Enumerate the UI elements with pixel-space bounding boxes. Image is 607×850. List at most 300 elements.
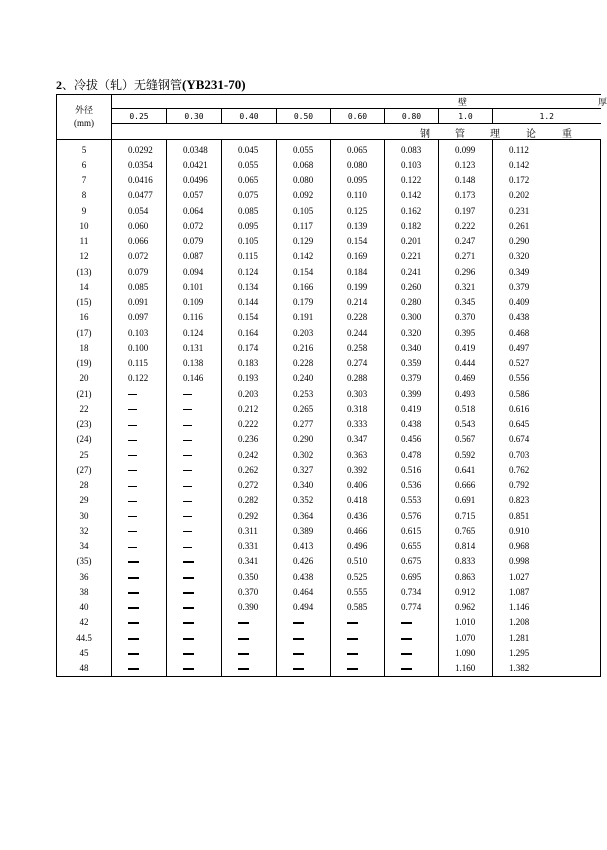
- dash-mark: [347, 622, 358, 624]
- weight-cell: 0.418: [331, 493, 385, 508]
- weight-cell: 0.350: [222, 569, 277, 584]
- dash-mark: [128, 516, 137, 517]
- weight-cell: 0.216: [277, 340, 331, 355]
- weight-cell: 0.099: [439, 140, 493, 158]
- weight-cell: 1.010: [439, 615, 493, 630]
- weight-cell: 0.851: [493, 508, 601, 523]
- weight-cell: 0.311: [222, 523, 277, 538]
- table-row: [57, 554, 601, 569]
- weight-cell: 0.083: [385, 140, 439, 158]
- table-row: [57, 140, 601, 158]
- weight-cell: 0.228: [331, 310, 385, 325]
- weight-cell: 0.340: [277, 478, 331, 493]
- weight-cell: 0.320: [493, 249, 601, 264]
- weight-cell: 0.072: [112, 249, 167, 264]
- weight-cell: 0.193: [222, 371, 277, 386]
- weight-cell: 0.129: [277, 234, 331, 249]
- od-cell: 28: [57, 478, 112, 493]
- table-row: [57, 401, 601, 416]
- weight-cell: 0.363: [331, 447, 385, 462]
- weight-cell: 0.592: [439, 447, 493, 462]
- weight-cell: 0.277: [277, 417, 331, 432]
- weight-cell: 0.497: [493, 340, 601, 355]
- weight-cell: 0.253: [277, 386, 331, 401]
- na-dash-cell: [277, 630, 331, 645]
- wall-thickness-header: [112, 95, 607, 109]
- table-header: [57, 95, 607, 140]
- weight-cell: 0.174: [222, 340, 277, 355]
- na-dash-cell: [222, 615, 277, 630]
- od-cell: 38: [57, 584, 112, 599]
- dash-mark: [183, 561, 194, 563]
- weight-cell: 0.518: [439, 401, 493, 416]
- weight-cell: 0.333: [331, 417, 385, 432]
- weight-cell: 0.154: [331, 234, 385, 249]
- na-dash-cell: [167, 584, 222, 599]
- od-cell: (23): [57, 417, 112, 432]
- od-cell: 45: [57, 645, 112, 660]
- weight-cell: 0.080: [277, 173, 331, 188]
- table-body: [57, 140, 601, 677]
- thickness-header-cell: 0.60: [331, 109, 385, 124]
- weight-cell: 0.142: [277, 249, 331, 264]
- weight-cell: 1.295: [493, 645, 601, 660]
- na-dash-cell: [112, 447, 167, 462]
- weight-cell: 0.065: [331, 140, 385, 158]
- dash-mark: [128, 592, 139, 594]
- weight-cell: 0.260: [385, 279, 439, 294]
- na-dash-cell: [112, 584, 167, 599]
- od-cell: 42: [57, 615, 112, 630]
- table-row: [57, 478, 601, 493]
- na-dash-cell: [222, 661, 277, 677]
- weight-cell: 0.231: [493, 203, 601, 218]
- weight-cell: 0.095: [331, 173, 385, 188]
- table-row: [57, 340, 601, 355]
- dash-mark: [401, 638, 412, 640]
- weight-cell: 0.146: [167, 371, 222, 386]
- dash-mark: [128, 547, 137, 548]
- na-dash-cell: [112, 462, 167, 477]
- weight-cell: 0.240: [277, 371, 331, 386]
- na-dash-cell: [112, 493, 167, 508]
- od-cell: 16: [57, 310, 112, 325]
- od-cell: 18: [57, 340, 112, 355]
- table-row: [57, 645, 601, 660]
- weight-cell: 0.496: [331, 539, 385, 554]
- weight-cell: 1.160: [439, 661, 493, 677]
- na-dash-cell: [112, 432, 167, 447]
- weight-cell: 0.510: [331, 554, 385, 569]
- weight-cell: 0.116: [167, 310, 222, 325]
- weight-cell: 0.272: [222, 478, 277, 493]
- weight-cell: 0.409: [493, 295, 601, 310]
- od-cell: (21): [57, 386, 112, 401]
- weight-cell: 0.345: [439, 295, 493, 310]
- od-cell: 34: [57, 539, 112, 554]
- weight-cell: 0.169: [331, 249, 385, 264]
- weight-cell: 0.553: [385, 493, 439, 508]
- weight-cell: 0.103: [112, 325, 167, 340]
- weight-cell: 0.241: [385, 264, 439, 279]
- weight-cell: 0.525: [331, 569, 385, 584]
- dash-mark: [293, 668, 304, 670]
- weight-cell: 0.318: [331, 401, 385, 416]
- dash-mark: [347, 653, 358, 655]
- weight-cell: 0.065: [222, 173, 277, 188]
- weight-cell: 0.389: [277, 523, 331, 538]
- od-cell: (19): [57, 356, 112, 371]
- thickness-header-cell: 0.50: [277, 109, 331, 124]
- weight-cell: 0.092: [277, 188, 331, 203]
- table-row: [57, 523, 601, 538]
- weight-cell: 0.222: [222, 417, 277, 432]
- dash-mark: [293, 653, 304, 655]
- weight-label-char: 理: [490, 129, 500, 140]
- weight-cell: 0.536: [385, 478, 439, 493]
- na-dash-cell: [277, 645, 331, 660]
- na-dash-cell: [167, 401, 222, 416]
- na-dash-cell: [167, 508, 222, 523]
- weight-cell: 0.236: [222, 432, 277, 447]
- weight-cell: 0.222: [439, 218, 493, 233]
- table-row: [57, 539, 601, 554]
- weight-cell: 0.0496: [167, 173, 222, 188]
- table-row: [57, 417, 601, 432]
- na-dash-cell: [222, 630, 277, 645]
- table-row: [57, 371, 601, 386]
- na-dash-cell: [112, 539, 167, 554]
- od-cell: 14: [57, 279, 112, 294]
- na-dash-cell: [167, 554, 222, 569]
- weight-cell: 0.320: [385, 325, 439, 340]
- weight-cell: 0.675: [385, 554, 439, 569]
- na-dash-cell: [167, 569, 222, 584]
- weight-cell: 0.164: [222, 325, 277, 340]
- weight-cell: 0.863: [439, 569, 493, 584]
- weight-cell: 0.352: [277, 493, 331, 508]
- weight-cell: 0.645: [493, 417, 601, 432]
- weight-cell: 0.468: [493, 325, 601, 340]
- weight-cell: 0.576: [385, 508, 439, 523]
- weight-cell: 0.057: [167, 188, 222, 203]
- table-row: [57, 188, 601, 203]
- dash-mark: [183, 592, 194, 594]
- table-row: [57, 386, 601, 401]
- weight-cell: 0.292: [222, 508, 277, 523]
- weight-cell: 0.392: [331, 462, 385, 477]
- weight-cell: 0.139: [331, 218, 385, 233]
- dash-mark: [238, 653, 249, 655]
- weight-cell: 0.271: [439, 249, 493, 264]
- weight-cell: 0.302: [277, 447, 331, 462]
- weight-cell: 0.912: [439, 584, 493, 599]
- weight-cell: 0.109: [167, 295, 222, 310]
- na-dash-cell: [112, 401, 167, 416]
- weight-cell: 0.359: [385, 356, 439, 371]
- weight-cell: 0.765: [439, 523, 493, 538]
- weight-cell: 0.101: [167, 279, 222, 294]
- dash-mark: [128, 668, 139, 670]
- page-title: [56, 76, 246, 93]
- weight-cell: 0.244: [331, 325, 385, 340]
- weight-cell: 0.124: [222, 264, 277, 279]
- dash-mark: [128, 531, 137, 532]
- weight-cell: 0.203: [222, 386, 277, 401]
- na-dash-cell: [167, 447, 222, 462]
- weight-cell: 0.085: [222, 203, 277, 218]
- weight-cell: 0.288: [331, 371, 385, 386]
- weight-cell: 0.072: [167, 218, 222, 233]
- weight-cell: 0.762: [493, 462, 601, 477]
- weight-cell: 0.703: [493, 447, 601, 462]
- dash-mark: [128, 425, 137, 426]
- weight-cell: 0.115: [112, 356, 167, 371]
- weight-cell: 0.117: [277, 218, 331, 233]
- dash-mark: [128, 440, 137, 441]
- weight-cell: 0.079: [112, 264, 167, 279]
- weight-cell: 0.079: [167, 234, 222, 249]
- weight-cell: 0.166: [277, 279, 331, 294]
- table-row: [57, 569, 601, 584]
- od-cell: (17): [57, 325, 112, 340]
- weight-cell: 0.066: [112, 234, 167, 249]
- na-dash-cell: [277, 661, 331, 677]
- weight-label-char: 管: [455, 129, 465, 140]
- weight-cell: 0.0421: [167, 157, 222, 172]
- weight-cell: 0.228: [277, 356, 331, 371]
- weight-cell: 0.406: [331, 478, 385, 493]
- dash-mark: [347, 668, 358, 670]
- dash-mark: [128, 653, 139, 655]
- table-row: [57, 600, 601, 615]
- weight-cell: 0.321: [439, 279, 493, 294]
- weight-cell: 0.349: [493, 264, 601, 279]
- table-row: [57, 615, 601, 630]
- weight-cell: 0.823: [493, 493, 601, 508]
- weight-cell: 0.436: [331, 508, 385, 523]
- dash-mark: [128, 455, 137, 456]
- weight-cell: 0.370: [439, 310, 493, 325]
- weight-cell: 0.641: [439, 462, 493, 477]
- na-dash-cell: [385, 645, 439, 660]
- dash-mark: [183, 516, 192, 517]
- dash-mark: [128, 409, 137, 410]
- weight-cell: 0.162: [385, 203, 439, 218]
- od-cell: (13): [57, 264, 112, 279]
- weight-cell: 1.087: [493, 584, 601, 599]
- thickness-header-cell: 0.40: [222, 109, 277, 124]
- weight-cell: 0.655: [385, 539, 439, 554]
- thickness-header-cell: 0.30: [167, 109, 222, 124]
- weight-cell: 1.382: [493, 661, 601, 677]
- table-row: [57, 661, 601, 677]
- weight-cell: 0.131: [167, 340, 222, 355]
- weight-cell: 0.341: [222, 554, 277, 569]
- dash-mark: [183, 531, 192, 532]
- weight-cell: 0.201: [385, 234, 439, 249]
- od-cell: (24): [57, 432, 112, 447]
- dash-mark: [128, 470, 137, 471]
- dash-mark: [183, 425, 192, 426]
- na-dash-cell: [331, 630, 385, 645]
- weight-cell: 0.123: [439, 157, 493, 172]
- od-cell: 25: [57, 447, 112, 462]
- weight-cell: 0.203: [277, 325, 331, 340]
- weight-cell: 0.0354: [112, 157, 167, 172]
- dash-mark: [183, 547, 192, 548]
- weight-cell: 0.998: [493, 554, 601, 569]
- na-dash-cell: [277, 615, 331, 630]
- weight-cell: 0.274: [331, 356, 385, 371]
- od-cell: 9: [57, 203, 112, 218]
- table-row: [57, 173, 601, 188]
- na-dash-cell: [167, 539, 222, 554]
- weight-cell: 0.364: [277, 508, 331, 523]
- table-row: [57, 584, 601, 599]
- weight-cell: 0.055: [222, 157, 277, 172]
- weight-cell: 0.182: [385, 218, 439, 233]
- weight-cell: 0.390: [222, 600, 277, 615]
- dash-mark: [183, 638, 194, 640]
- weight-cell: 0.464: [277, 584, 331, 599]
- weight-cell: 0.426: [277, 554, 331, 569]
- weight-cell: 0.379: [385, 371, 439, 386]
- od-cell: 22: [57, 401, 112, 416]
- weight-cell: 0.413: [277, 539, 331, 554]
- weight-cell: 0.616: [493, 401, 601, 416]
- weight-cell: 0.154: [222, 310, 277, 325]
- na-dash-cell: [167, 386, 222, 401]
- dash-mark: [238, 668, 249, 670]
- dash-mark: [293, 638, 304, 640]
- weight-cell: 0.085: [112, 279, 167, 294]
- weight-cell: 0.0477: [112, 188, 167, 203]
- weight-cell: 0.095: [222, 218, 277, 233]
- weight-cell: 0.303: [331, 386, 385, 401]
- weight-cell: 0.567: [439, 432, 493, 447]
- weight-cell: 0.347: [331, 432, 385, 447]
- na-dash-cell: [167, 462, 222, 477]
- dash-mark: [293, 622, 304, 624]
- weight-cell: 0.184: [331, 264, 385, 279]
- na-dash-cell: [112, 386, 167, 401]
- title-separator: 、: [62, 78, 75, 92]
- weight-cell: 0.0348: [167, 140, 222, 158]
- weight-cell: 0.197: [439, 203, 493, 218]
- weight-cell: 0.282: [222, 493, 277, 508]
- na-dash-cell: [112, 645, 167, 660]
- na-dash-cell: [385, 615, 439, 630]
- dash-mark: [183, 394, 192, 395]
- na-dash-cell: [167, 661, 222, 677]
- od-cell: 48: [57, 661, 112, 677]
- weight-cell: 1.146: [493, 600, 601, 615]
- od-cell: 29: [57, 493, 112, 508]
- weight-cell: 0.199: [331, 279, 385, 294]
- weight-cell: 0.060: [112, 218, 167, 233]
- weight-cell: 0.615: [385, 523, 439, 538]
- weight-label-char: 重: [562, 129, 572, 140]
- table-row: [57, 325, 601, 340]
- weight-cell: 0.340: [385, 340, 439, 355]
- weight-cell: 0.142: [493, 157, 601, 172]
- od-label: 外径: [74, 105, 93, 115]
- od-unit: (mm): [74, 118, 94, 128]
- weight-cell: 0.265: [277, 401, 331, 416]
- weight-cell: 0.543: [439, 417, 493, 432]
- weight-cell: 0.280: [385, 295, 439, 310]
- weight-cell: 0.064: [167, 203, 222, 218]
- dash-mark: [183, 622, 194, 624]
- table-row: [57, 508, 601, 523]
- od-cell: 32: [57, 523, 112, 538]
- od-cell: 5: [57, 140, 112, 158]
- od-cell: (15): [57, 295, 112, 310]
- weight-cell: 0.968: [493, 539, 601, 554]
- na-dash-cell: [167, 478, 222, 493]
- weight-cell: 0.221: [385, 249, 439, 264]
- na-dash-cell: [167, 600, 222, 615]
- weight-cell: 0.379: [493, 279, 601, 294]
- steel-pipe-weight-table: [56, 94, 607, 677]
- weight-cell: 0.191: [277, 310, 331, 325]
- weight-cell: 0.154: [277, 264, 331, 279]
- na-dash-cell: [167, 432, 222, 447]
- od-cell: 20: [57, 371, 112, 386]
- weight-cell: 0.124: [167, 325, 222, 340]
- od-cell: 8: [57, 188, 112, 203]
- na-dash-cell: [112, 630, 167, 645]
- na-dash-cell: [385, 661, 439, 677]
- od-cell: (27): [57, 462, 112, 477]
- weight-cell: 0.774: [385, 600, 439, 615]
- na-dash-cell: [112, 523, 167, 538]
- od-cell: 36: [57, 569, 112, 584]
- weight-cell: 0.469: [439, 371, 493, 386]
- weight-cell: 0.125: [331, 203, 385, 218]
- weight-cell: 0.516: [385, 462, 439, 477]
- na-dash-cell: [167, 645, 222, 660]
- table-row: [57, 203, 601, 218]
- na-dash-cell: [112, 569, 167, 584]
- na-dash-cell: [112, 661, 167, 677]
- wall-label-1: 壁: [458, 97, 468, 107]
- dash-mark: [183, 455, 192, 456]
- od-cell: 10: [57, 218, 112, 233]
- dash-mark: [401, 668, 412, 670]
- table-row: [57, 462, 601, 477]
- weight-cell: 0.148: [439, 173, 493, 188]
- weight-cell: 0.466: [331, 523, 385, 538]
- weight-cell: 0.097: [112, 310, 167, 325]
- weight-cell: 0.331: [222, 539, 277, 554]
- weight-cell: 0.075: [222, 188, 277, 203]
- na-dash-cell: [167, 493, 222, 508]
- dash-mark: [183, 470, 192, 471]
- table-row: [57, 249, 601, 264]
- weight-cell: 0.105: [277, 203, 331, 218]
- weight-cell: 0.261: [493, 218, 601, 233]
- weight-cell: 0.493: [439, 386, 493, 401]
- weight-cell: 0.134: [222, 279, 277, 294]
- od-cell: 6: [57, 157, 112, 172]
- weight-cell: 0.674: [493, 432, 601, 447]
- weight-cell: 0.494: [277, 600, 331, 615]
- dash-mark: [183, 486, 192, 487]
- weight-cell: 0.792: [493, 478, 601, 493]
- table-row: [57, 218, 601, 233]
